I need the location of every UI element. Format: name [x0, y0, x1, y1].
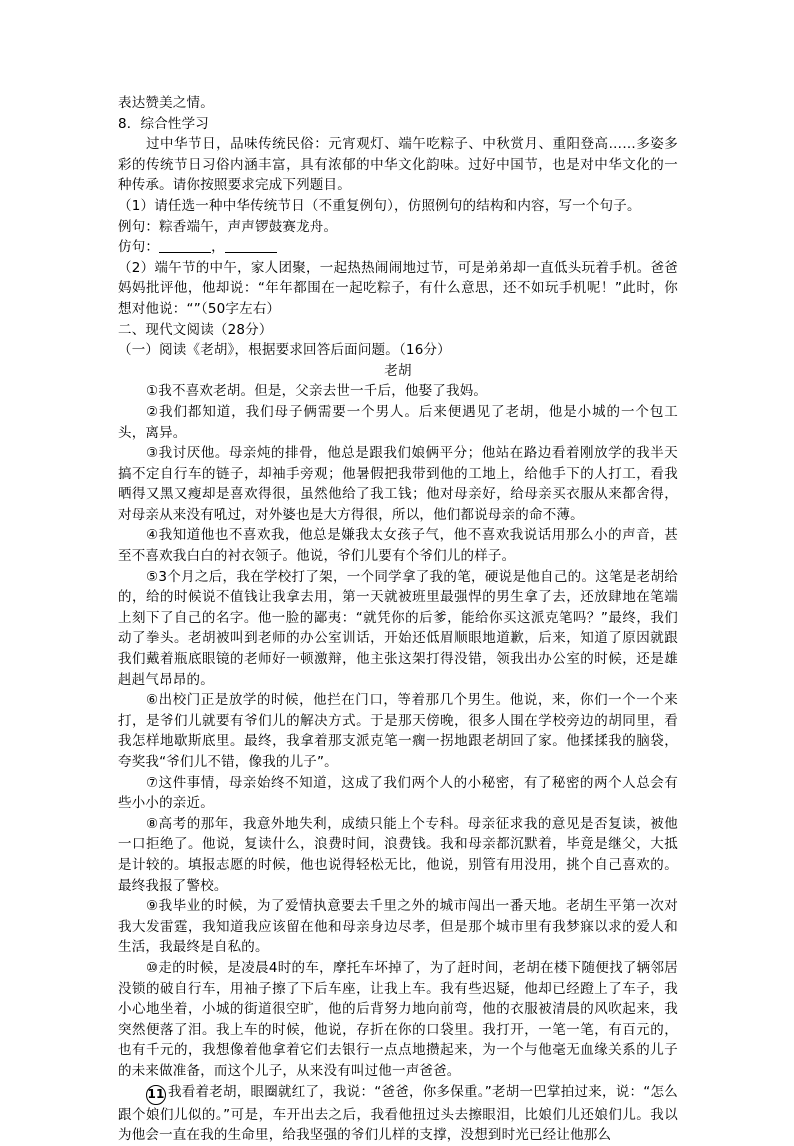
paragraph: ②我们都知道，我们母子俩需要一个男人。后来便遇见了老胡，他是小城的一个包工头，离异。 [118, 403, 678, 441]
imitate-separator: ， [211, 239, 225, 256]
imitate-label: 仿句： [118, 239, 160, 256]
paragraph: ⑧高考的那年，我意外地失利，成绩只能上个专科。母亲征求我的意见是否复读，被他一口拒绝了。他说，复读什么，浪费时间，浪费钱。我和母亲都沉默着，毕竟是继父，大抵是计较的。填报志愿的时候，他也说得轻松无比，他说，别管有用没用，挑个自己喜欢的。最终我报了警校。 [118, 815, 678, 894]
sub-question-1: （1）请任选一种中华传统节日（不重复例句），仿照例句的结构和内容，写一个句子。 [118, 197, 641, 214]
paragraph-text: 我看着老胡，眼圈就红了，我说：“爸爸，你多保重。”老胡一巴掌拍过来，说：“怎么跟个娘们儿似的。”可是，车开出去之后，我看他扭过头去擦眼泪，比娘们儿还娘们儿。我以为他会一直在我的生命里，给我坚强的爷们儿样的支撑，没想到时光已经让他那么 [118, 1083, 678, 1144]
article-title: 老胡 [384, 362, 412, 379]
paragraph: ①我不喜欢老胡。但是，父亲去世一千后，他娶了我妈。 [146, 383, 488, 400]
subsection-heading: （一）阅读《老胡》，根据要求回答后面问题。（16分） [118, 342, 451, 359]
paragraph-number: 11 [146, 1085, 166, 1105]
document-body [118, 93, 678, 1146]
example-sentence: 例句：粽香端午，声声锣鼓赛龙舟。 [118, 218, 338, 235]
sub-question-2: （2）端午节的中午，家人团聚，一起热热闹闹地过节，可是弟弟却一直低头玩着手机。爸爸妈妈批评他，他却说：“年年都围在一起吃粽子，有什么意思，还不如玩手机呢！”此时，你想对他说：“”（50字左右） [118, 259, 678, 317]
paragraph: ③我讨厌他。母亲炖的排骨，他总是跟我们娘俩平分；他站在路边看着刚放学的我半天搞不定自行车的链子，却袖手旁观；他暑假把我带到他的工地上，给他手下的人打工，看我晒得又黑又瘦却是喜欢得很，虽然他给了我工钱；他对母亲好，给母亲买衣服从来都舍得，对母亲从来没有吼过，对外婆也是大方得很，所以，他们都说母亲的命不薄。 [118, 445, 678, 523]
paragraph: ④我知道他也不喜欢我，他总是嫌我太女孩子气，他不喜欢我说话用那么小的声音，甚至不喜欢我白白的衬衣领子。他说，爷们儿要有个爷们儿的样子。 [118, 527, 678, 565]
paragraph: ⑨我毕业的时候，为了爱情执意要去千里之外的城市闯出一番天地。老胡生平第一次对我大发雷霆，我知道我应该留在他和母亲身边尽孝，但是那个城市里有我梦寐以求的爱人和生活，我最终是自私的。 [118, 898, 678, 956]
answer-blank[interactable] [159, 238, 211, 253]
question-intro: 过中华节日，品味传统民俗：元宵观灯、端午吃粽子、中秋赏月、重阳登高……多姿多彩的传统节日习俗内涵丰富，具有浓郁的中华文化韵味。过好中国节，也是对中华文化的一种传承。请你按照要求完成下列题目。 [118, 136, 678, 194]
question-heading: 8．综合性学习 [118, 115, 209, 132]
paragraph: ⑤3个月之后，我在学校打了架，一个同学拿了我的笔，硬说是他自己的。这笔是老胡给的，给的时候说不值钱让我拿去用，第一天就被班里最强悍的男生拿了去，还放肆地在笔端上刻下了自己的名字。他一脸的鄙夷：“就凭你的后爹，能给你买这派克笔吗？”最终，我们动了拳头。老胡被叫到老师的办公室训话，开始还低眉顺眼地道歉，后来，知道了原因就跟我们戴着瓶底眼镜的老师好一顿激辩，他主张这架打得没错，领我出办公室的时候，还是雄赳赳气昂昂的。 [118, 568, 678, 688]
text-line: 表达赞美之情。 [118, 95, 214, 111]
answer-blank[interactable] [225, 238, 277, 253]
imitate-line [118, 237, 678, 258]
paragraph: ⑩走的时候，是凌晨4时的车，摩托车坏掉了，为了赶时间，老胡在楼下随便找了辆邻居没锁的破自行车，用袖子擦了下后车座，让我上车。我有些迟疑，他却已经蹬上了车子，我小心地坐着，小城的街道很空旷，他的后背努力地向前弯，他的衣服被清晨的风吹起来，我突然便落了泪。我上车的时候，他说，存折在你的口袋里。我打开，一笔一笔，有百元的，也有千元的，我想像着他拿着它们去银行一点点地攒起来，为一个与他毫无血缘关系的儿子的未来做准备，而这个儿子，从来没有叫过他一声爸爸。 [118, 959, 678, 1079]
section-heading: 二、现代文阅读（28分） [118, 321, 273, 338]
paragraph: ⑦这件事情，母亲始终不知道，这成了我们两个人的小秘密，有了秘密的两个人总会有些小小的亲近。 [118, 774, 678, 812]
paragraph [118, 1082, 678, 1146]
paragraph: ⑥出校门正是放学的时候，他拦在门口，等着那几个男生。他说，来，你们一个一个来打，是爷们儿就要有爷们儿的解决方式。于是那天傍晚，很多人围在学校旁边的胡同里，看我怎样地歇斯底里。最终，我拿着那支派克笔一瘸一拐地跟老胡回了家。他揉揉我的脑袋，夸奖我“爷们儿不错，像我的儿子”。 [118, 692, 678, 770]
